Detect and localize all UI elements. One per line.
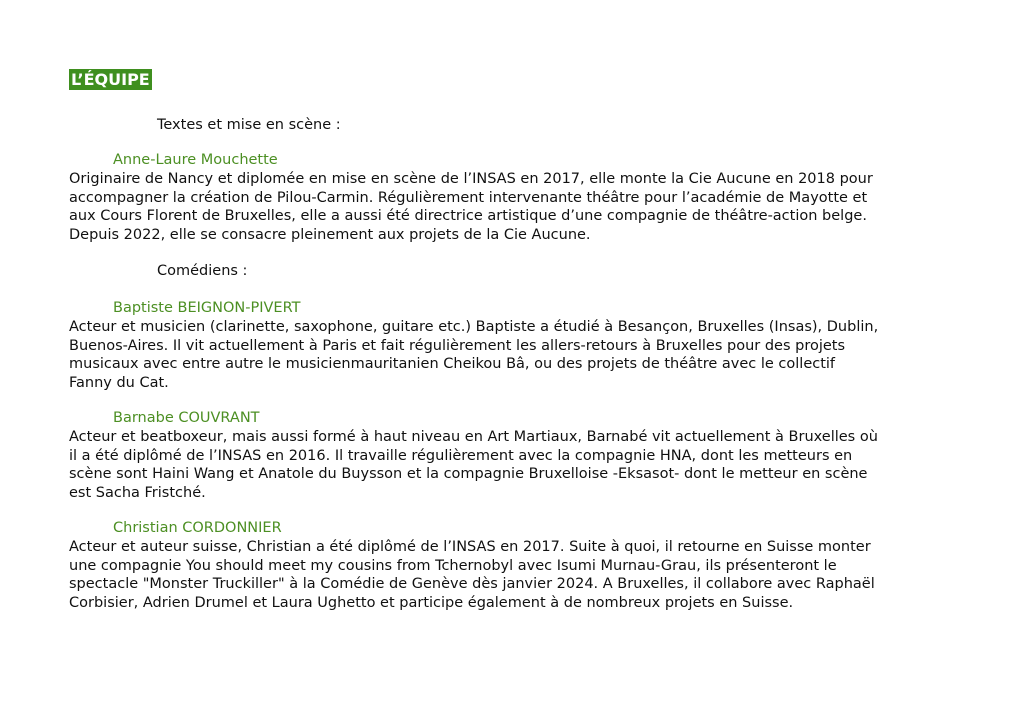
page-title: L’ÉQUIPE	[71, 70, 150, 89]
bio-line: spectacle "Monster Truckiller" à la Comédie de Genève dès janvier 2024. A Bruxelles, il collabore avec Raphaël	[69, 576, 875, 592]
bio-line: Acteur et musicien (clarinette, saxophone, guitare etc.) Baptiste a étudié à Besançon, Bruxelles (Insas), Dublin,	[69, 319, 879, 335]
member-bio	[69, 318, 969, 392]
bio-line: musicaux avec entre autre le musicienmauritanien Cheikou Bâ, ou des projets de théâtre avec le collectif	[69, 356, 836, 372]
bio-line: accompagner la création de Pilou-Carmin. Régulièrement intervenante théâtre pour l’académie de Mayotte et	[69, 189, 868, 206]
member-name: Christian CORDONNIER	[113, 520, 282, 536]
bio-line: il a été diplômé de l’INSAS en 2016. Il travaille régulièrement avec la compagnie HNA, dont les metteurs en	[69, 447, 853, 464]
member-name: Baptiste BEIGNON-PIVERT	[113, 300, 301, 316]
bio-line: Corbisier, Adrien Drumel et Laura Ughetto et participe également à de nombreux projets en Suisse.	[69, 594, 794, 611]
member-bio	[69, 538, 969, 612]
bio-line: scène sont Haini Wang et Anatole du Buysson et la compagnie Bruxelloise -Eksasot- dont le metteur en scène	[69, 466, 868, 482]
member-name: Barnabe COUVRANT	[113, 410, 260, 426]
member-bio	[69, 428, 969, 502]
member-name: Anne-Laure Mouchette	[113, 152, 278, 168]
bio-line: aux Cours Florent de Bruxelles, elle a aussi été directrice artistique d’une compagnie de théâtre-action belge.	[69, 208, 867, 224]
bio-line: Acteur et beatboxeur, mais aussi formé à haut niveau en Art Martiaux, Barnabé vit actuellement à Bruxelles où	[69, 429, 878, 445]
bio-line: est Sacha Fristché.	[69, 484, 206, 501]
section-label-direction: Textes et mise en scène :	[157, 117, 341, 133]
bio-line: Buenos-Aires. Il vit actuellement à Paris et fait régulièrement les allers-retours à Bruxelles pour des projets	[69, 337, 846, 354]
bio-line: Fanny du Cat.	[69, 374, 169, 391]
bio-line: Originaire de Nancy et diplomée en mise en scène de l’INSAS en 2017, elle monte la Cie Aucune en 2018 pour	[69, 171, 873, 187]
member-bio	[69, 170, 969, 244]
section-label-actors: Comédiens :	[157, 263, 248, 279]
bio-line: Acteur et auteur suisse, Christian a été diplômé de l’INSAS en 2017. Suite à quoi, il retourne en Suisse monter	[69, 539, 871, 555]
bio-line: Depuis 2022, elle se consacre pleinement aux projets de la Cie Aucune.	[69, 226, 591, 243]
bio-line: une compagnie You should meet my cousins from Tchernobyl avec Isumi Murnau-Grau, ils présenteront le	[69, 557, 837, 574]
